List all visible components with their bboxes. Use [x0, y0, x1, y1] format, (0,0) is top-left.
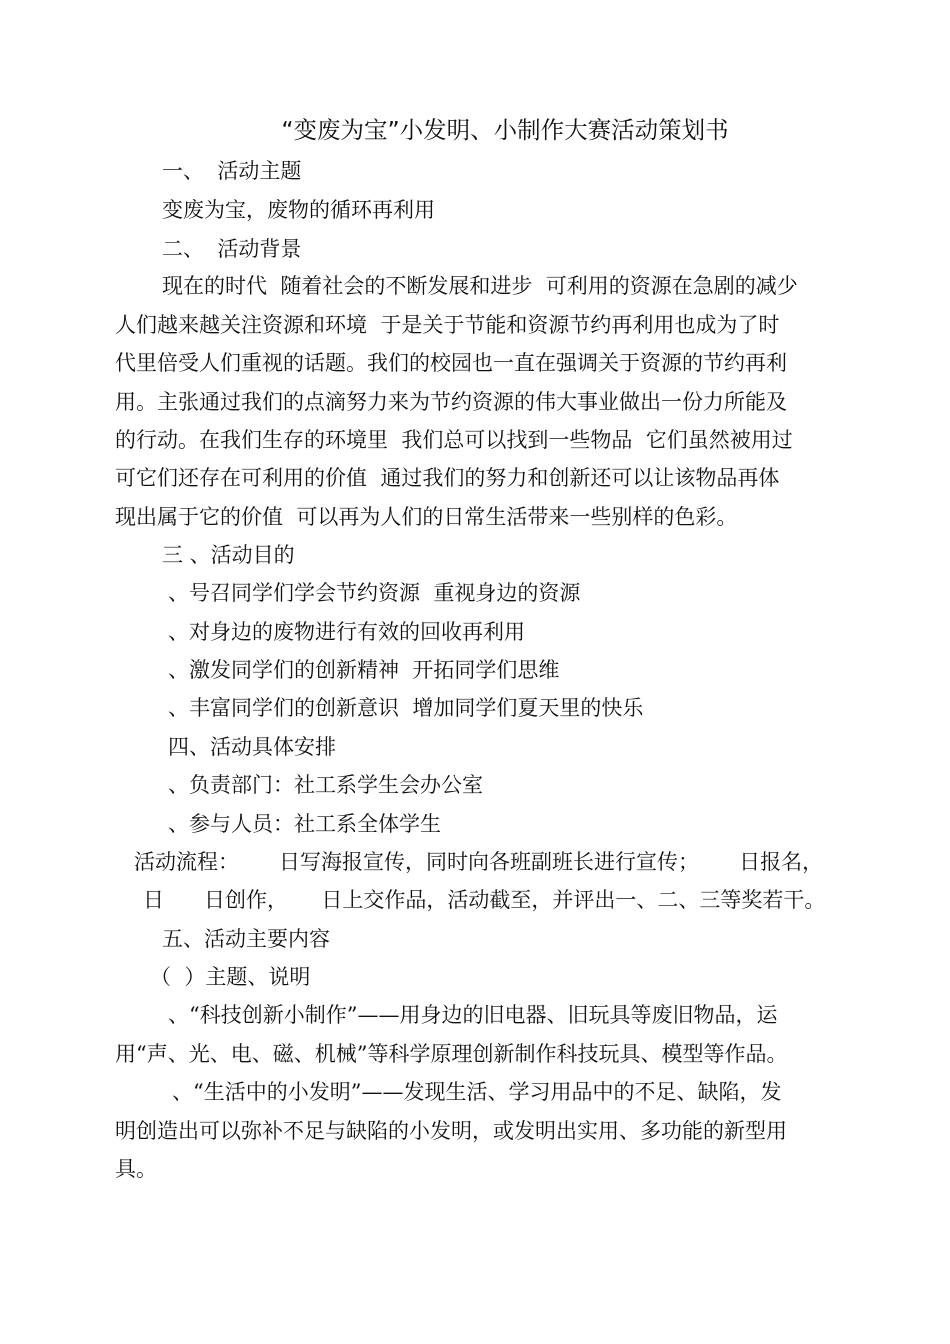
- paragraph-line: 人们越来越关注资源和环境 于是关于节能和资源节约再利用也成为了时: [115, 313, 780, 337]
- subheading: （ ）主题、说明: [150, 965, 311, 989]
- paragraph-line: 日 日创作， 日上交作品，活动截至，并评出一、二、三等奖若干。: [143, 888, 826, 912]
- list-item: 、号召同学们学会节约资源 重视身边的资源: [168, 581, 581, 605]
- paragraph-line: 现在的时代 随着社会的不断发展和进步 可利用的资源在急剧的减少: [162, 274, 798, 298]
- paragraph-line: 、“科技创新小制作”——用身边的旧电器、旧玩具等废旧物品，运: [168, 1003, 778, 1027]
- paragraph-line: 用。主张通过我们的点滴努力来为节约资源的伟大事业做出一份力所能及: [115, 390, 787, 414]
- heading-2: 二、 活动背景: [162, 237, 302, 261]
- paragraph-line: 变废为宝，废物的循环再利用: [162, 198, 435, 222]
- list-item: 、负责部门：社工系学生会办公室: [168, 773, 483, 797]
- paragraph-line: 代里倍受人们重视的话题。我们的校园也一直在强调关于资源的节约再利: [115, 351, 787, 375]
- paragraph-line: 可它们还存在可利用的价值 通过我们的努力和创新还可以让该物品再体: [115, 466, 780, 490]
- paragraph-line: 具。: [115, 1157, 157, 1181]
- list-item: 、激发同学们的创新精神 开拓同学们思维: [168, 658, 560, 682]
- paragraph-line: 、“生活中的小发明”——发现生活、学习用品中的不足、缺陷，发: [172, 1080, 782, 1104]
- paragraph-line: 明创造出可以弥补不足与缺陷的小发明，或发明出实用、多功能的新型用: [115, 1119, 787, 1143]
- list-item: 、对身边的废物进行有效的回收再利用: [168, 620, 525, 644]
- paragraph-line: 用“声、光、电、磁、机械”等科学原理创新制作科技玩具、模型等作品。: [115, 1042, 788, 1066]
- list-item: 、丰富同学们的创新意识 增加同学们夏天里的快乐: [168, 696, 644, 720]
- heading-4: 四、活动具体安排: [168, 735, 336, 759]
- heading-1: 一、 活动主题: [162, 159, 302, 183]
- document-title: “变废为宝”小发明、小制作大赛活动策划书: [281, 116, 729, 144]
- paragraph-line: 的行动。在我们生存的环境里 我们总可以找到一些物品 它们虽然被用过: [115, 428, 793, 452]
- heading-5: 五、活动主要内容: [162, 927, 330, 951]
- list-item: 、参与人员：社工系全体学生: [168, 812, 441, 836]
- paragraph-line: 现出属于它的价值 可以再为人们的日常生活带来一些别样的色彩。: [115, 505, 738, 529]
- paragraph-line: 活动流程： 日写海报宣传，同时向各班副班长进行宣传； 日报名，: [134, 850, 824, 874]
- heading-3: 三 、活动目的: [162, 543, 295, 567]
